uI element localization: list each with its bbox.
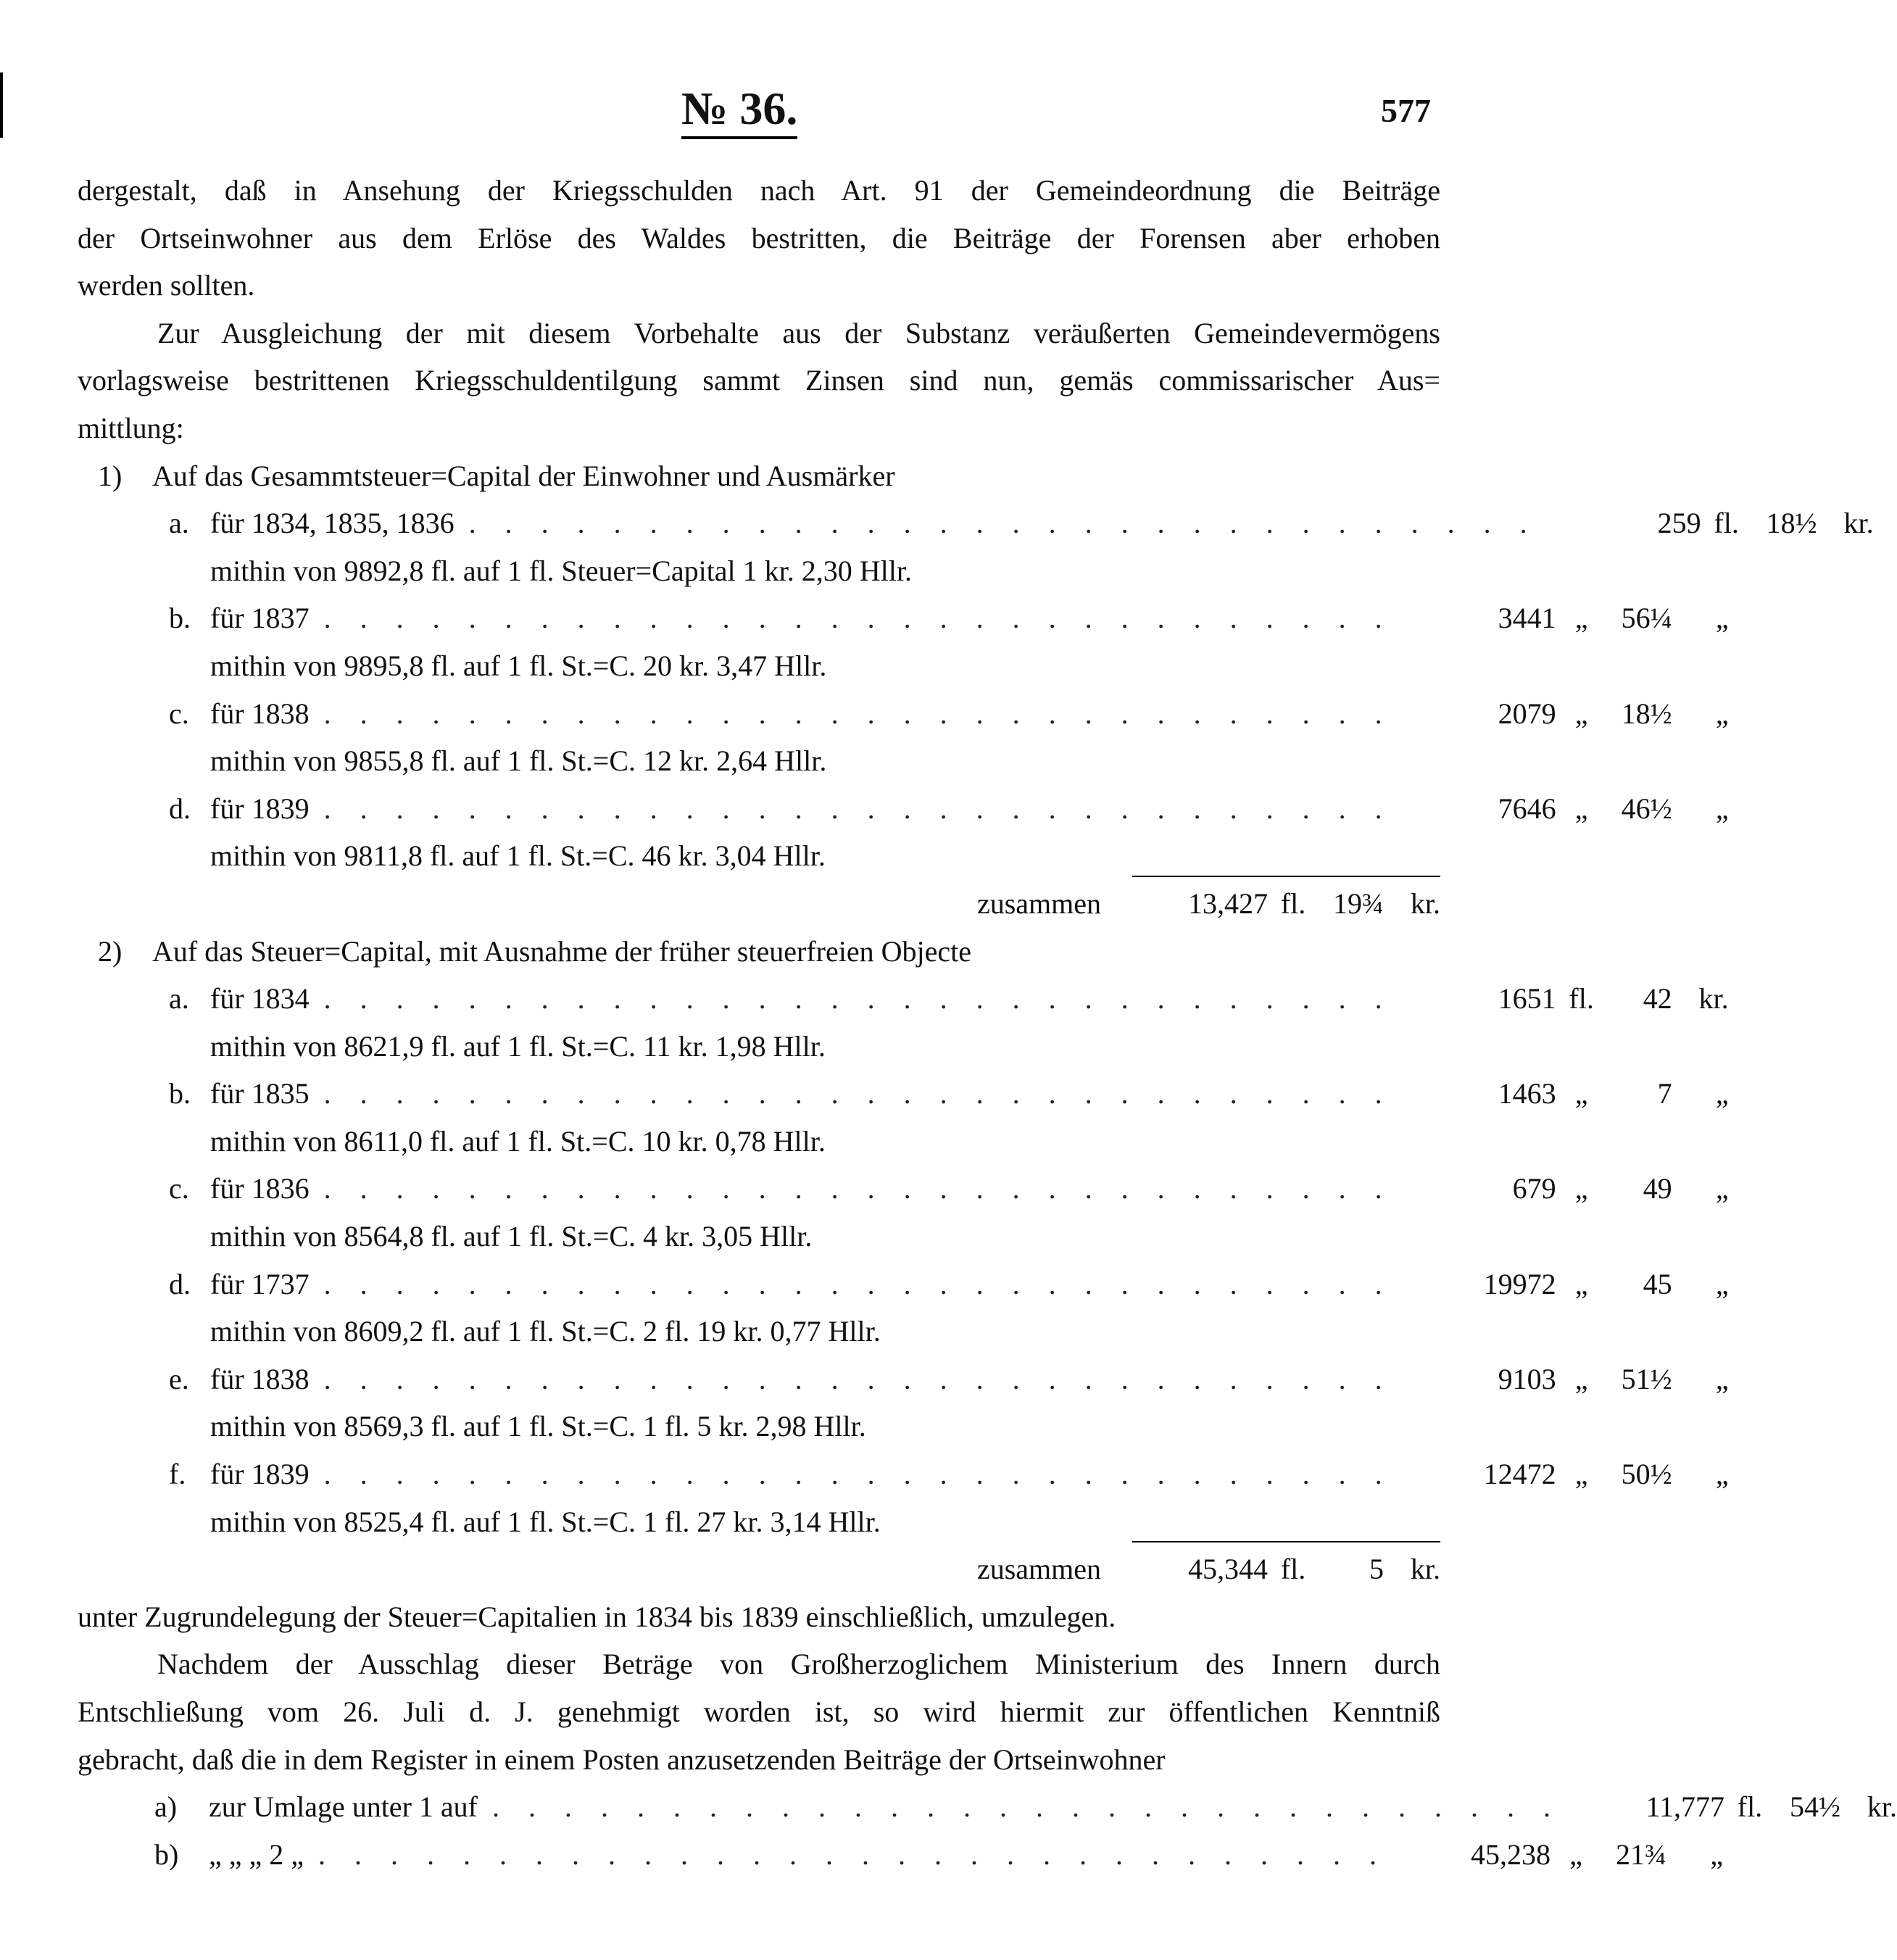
amount-gulden: 259 — [1657, 507, 1701, 540]
item-label: f. — [169, 1458, 186, 1491]
item-text: für 1839 — [210, 1458, 310, 1491]
item-label: a. — [169, 982, 189, 1016]
page-number: 577 — [1381, 92, 1431, 129]
amount-gulden: 13,427 — [1188, 886, 1268, 920]
ledger-row — [78, 1261, 1729, 1308]
section-number: 1) — [98, 459, 123, 492]
item-detail: mithin von 8621,9 fl. auf 1 fl. St.=C. 11 kr. 1,98 Hllr. — [210, 1029, 826, 1063]
closing-line: unter Zugrundelegung der Steuer=Capitalien in 1834 bis 1839 einschließlich, umzulegen. — [78, 1600, 1116, 1633]
unit-kreuzer: kr. — [1867, 1790, 1897, 1824]
amount-gulden: 1463 — [1498, 1077, 1556, 1110]
amount-kreuzer: 56¼ — [1621, 602, 1672, 635]
ledger-row — [78, 594, 1729, 642]
ledger-row — [78, 785, 1729, 833]
ledger-row — [78, 499, 1874, 547]
leader-dots: .............................. — [323, 792, 1411, 825]
unit-kreuzer: kr. — [1410, 1553, 1440, 1586]
final-row — [78, 1783, 1897, 1831]
leader-dots: .............................. — [323, 1458, 1411, 1491]
amount-gulden: 12472 — [1483, 1458, 1556, 1491]
section-heading — [78, 452, 1440, 500]
total-label: zusammen — [976, 1553, 1101, 1586]
unit-gulden: „ — [1569, 1838, 1582, 1871]
unit-gulden: fl. — [1714, 507, 1739, 540]
amount-kreuzer: 19¾ — [1333, 886, 1384, 920]
leader-dots: .............................. — [468, 507, 1556, 540]
section-heading — [78, 928, 1440, 976]
amount-kreuzer: 5 — [1369, 1553, 1384, 1586]
item-label: e. — [169, 1362, 189, 1395]
leader-dots: .............................. — [491, 1790, 1580, 1824]
amount-gulden: 2079 — [1498, 697, 1556, 730]
paragraph-line: dergestalt, daß in Ansehung der Kriegsschulden nach Art. 91 der Gemeindeordnung die Beiträge — [78, 174, 1440, 207]
amount-gulden: 45,238 — [1471, 1838, 1551, 1871]
total-rule — [1132, 876, 1440, 877]
ledger-row — [78, 975, 1729, 1023]
issue-number: № 36. — [681, 86, 797, 139]
unit-kreuzer: kr. — [1698, 982, 1729, 1016]
unit-kreuzer: „ — [1715, 697, 1729, 730]
section-title: Auf das Gesammtsteuer=Capital der Einwohner und Ausmärker — [152, 459, 895, 492]
item-detail: mithin von 8611,0 fl. auf 1 fl. St.=C. 10 kr. 0,78 Hllr. — [210, 1124, 826, 1158]
leader-dots: .............................. — [323, 602, 1411, 635]
item-text: für 1835 — [210, 1077, 310, 1110]
unit-kreuzer: „ — [1715, 1458, 1729, 1491]
paragraph-line: werden sollten. — [78, 269, 255, 302]
item-detail: mithin von 8564,8 fl. auf 1 fl. St.=C. 4 kr. 3,05 Hllr. — [210, 1220, 813, 1253]
amount-kreuzer: 54½ — [1789, 1790, 1840, 1824]
unit-gulden: „ — [1574, 792, 1588, 825]
ledger-row — [78, 1165, 1729, 1213]
ledger-row — [78, 1450, 1729, 1498]
item-text: für 1837 — [210, 602, 310, 635]
paragraph-line: gebracht, daß die in dem Register in einem Posten anzusetzenden Beiträge der Ortseinwohner — [78, 1743, 1166, 1776]
total-label: zusammen — [976, 886, 1101, 920]
amount-gulden: 19972 — [1483, 1267, 1556, 1300]
paragraph-line: Nachdem der Ausschlag dieser Beträge von Großherzoglichem Ministerium des Innern durch — [157, 1648, 1440, 1681]
item-label: b. — [169, 602, 191, 635]
amount-gulden: 9103 — [1498, 1362, 1556, 1395]
amount-gulden: 45,344 — [1188, 1553, 1268, 1586]
document-body — [78, 167, 1897, 1878]
leader-dots: .............................. — [323, 1172, 1411, 1205]
unit-kreuzer: „ — [1715, 1362, 1729, 1395]
unit-gulden: „ — [1574, 1077, 1588, 1110]
unit-kreuzer: „ — [1715, 1172, 1729, 1205]
unit-kreuzer: „ — [1715, 1267, 1729, 1300]
item-label: d. — [169, 792, 191, 825]
unit-kreuzer: kr. — [1843, 507, 1874, 540]
amount-gulden: 11,777 — [1645, 1790, 1724, 1824]
item-label: b. — [169, 1077, 191, 1110]
item-text: für 1838 — [210, 1362, 310, 1395]
unit-gulden: „ — [1574, 1362, 1588, 1395]
item-label: c. — [169, 1172, 189, 1205]
amount-gulden: 3441 — [1498, 602, 1556, 635]
unit-kreuzer: „ — [1715, 602, 1729, 635]
paragraph-line: der Ortseinwohner aus dem Erlöse des Waldes bestritten, die Beiträge der Forensen aber erhoben — [78, 221, 1440, 254]
item-detail: mithin von 9892,8 fl. auf 1 fl. Steuer=Capital 1 kr. 2,30 Hllr. — [210, 554, 913, 587]
total-rule — [1132, 1541, 1440, 1542]
item-text: für 1839 — [210, 792, 310, 825]
section-number: 2) — [98, 934, 123, 968]
unit-kreuzer: „ — [1710, 1838, 1724, 1871]
item-detail: mithin von 9895,8 fl. auf 1 fl. St.=C. 20 kr. 3,47 Hllr. — [210, 649, 827, 682]
unit-gulden: „ — [1574, 1267, 1588, 1300]
paragraph-line: mittlung: — [78, 411, 184, 444]
amount-kreuzer: 45 — [1643, 1267, 1672, 1300]
item-detail: mithin von 8609,2 fl. auf 1 fl. St.=C. 2 fl. 19 kr. 0,77 Hllr. — [210, 1315, 881, 1348]
amount-gulden: 1651 — [1498, 982, 1556, 1016]
unit-gulden: fl. — [1280, 886, 1306, 920]
item-text: für 1836 — [210, 1172, 310, 1205]
section-total — [78, 880, 1440, 928]
leader-dots: .............................. — [323, 697, 1411, 730]
amount-kreuzer: 18½ — [1621, 697, 1672, 730]
item-detail: mithin von 9855,8 fl. auf 1 fl. St.=C. 12 kr. 2,64 Hllr. — [210, 744, 827, 778]
item-detail: mithin von 8569,3 fl. auf 1 fl. St.=C. 1 fl. 5 kr. 2,98 Hllr. — [210, 1410, 866, 1443]
amount-kreuzer: 18½ — [1766, 507, 1817, 540]
unit-gulden: „ — [1574, 1458, 1588, 1491]
paragraph-line: Zur Ausgleichung der mit diesem Vorbehalte aus der Substanz veräußerten Gemeindevermögens — [157, 316, 1440, 349]
leader-dots: .............................. — [323, 1362, 1411, 1395]
amount-kreuzer: 42 — [1643, 982, 1672, 1016]
unit-gulden: fl. — [1280, 1553, 1306, 1586]
unit-gulden: „ — [1574, 602, 1588, 635]
item-text: „ „ „ 2 „ — [209, 1838, 304, 1871]
paragraph-line: Entschließung vom 26. Juli d. J. genehmigt worden ist, so wird hiermit zur öffentlichen Kenntniß — [78, 1695, 1440, 1728]
amount-kreuzer: 46½ — [1621, 792, 1672, 825]
unit-kreuzer: „ — [1715, 792, 1729, 825]
amount-gulden: 7646 — [1498, 792, 1556, 825]
ledger-row — [78, 690, 1729, 738]
item-label: a. — [169, 507, 189, 540]
item-text: zur Umlage unter 1 auf — [209, 1790, 478, 1824]
item-text: für 1737 — [210, 1267, 310, 1300]
section-total — [78, 1545, 1440, 1593]
scan-edge-mark — [0, 72, 3, 138]
unit-gulden: fl. — [1737, 1790, 1763, 1824]
amount-kreuzer: 21¾ — [1616, 1838, 1667, 1871]
final-row — [78, 1831, 1724, 1879]
leader-dots: .............................. — [323, 982, 1411, 1016]
item-label: c. — [169, 697, 189, 730]
unit-kreuzer: „ — [1715, 1077, 1729, 1110]
leader-dots: .............................. — [323, 1077, 1411, 1110]
amount-kreuzer: 50½ — [1621, 1458, 1672, 1491]
paragraph-line: vorlagsweise bestrittenen Kriegsschuldentilgung sammt Zinsen sind nun, gemäs commissarischer Aus= — [78, 364, 1440, 397]
unit-gulden: fl. — [1569, 982, 1594, 1016]
ledger-row — [78, 1070, 1729, 1118]
section-title: Auf das Steuer=Capital, mit Ausnahme der früher steuerfreien Objecte — [152, 934, 971, 968]
unit-kreuzer: kr. — [1410, 886, 1440, 920]
item-label: b) — [154, 1838, 179, 1871]
item-detail: mithin von 8525,4 fl. auf 1 fl. St.=C. 1 fl. 27 kr. 3,14 Hllr. — [210, 1505, 881, 1538]
unit-gulden: „ — [1574, 1172, 1588, 1205]
ledger-row — [78, 1355, 1729, 1403]
leader-dots: .............................. — [318, 1838, 1406, 1871]
unit-gulden: „ — [1574, 697, 1588, 730]
item-detail: mithin von 9811,8 fl. auf 1 fl. St.=C. 46 kr. 3,04 Hllr. — [210, 839, 826, 873]
amount-kreuzer: 7 — [1657, 1077, 1672, 1110]
item-label: a) — [154, 1790, 178, 1824]
item-text: für 1838 — [210, 697, 310, 730]
amount-kreuzer: 51½ — [1621, 1362, 1672, 1395]
leader-dots: .............................. — [323, 1267, 1411, 1300]
item-label: d. — [169, 1267, 191, 1300]
item-text: für 1834 — [210, 982, 310, 1016]
amount-gulden: 679 — [1512, 1172, 1556, 1205]
amount-kreuzer: 49 — [1643, 1172, 1672, 1205]
item-text: für 1834, 1835, 1836 — [210, 507, 454, 540]
